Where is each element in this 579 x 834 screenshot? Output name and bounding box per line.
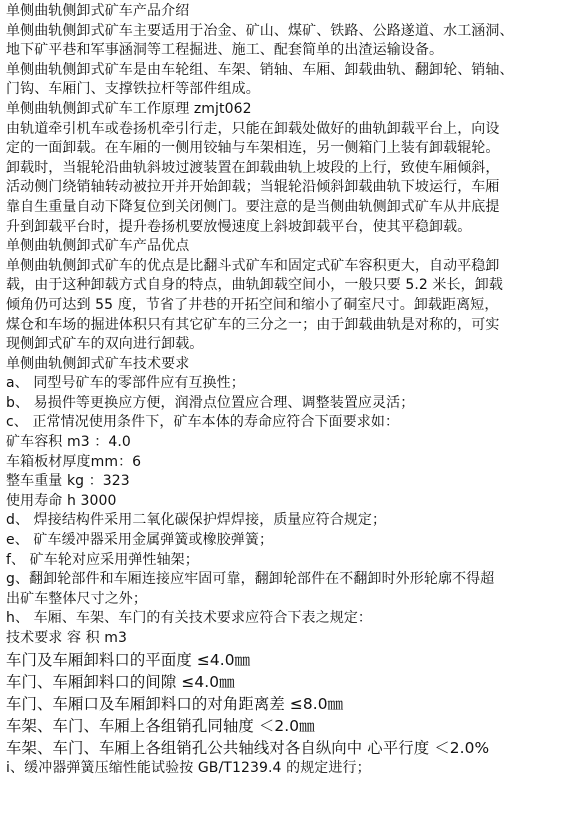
text-line-10: 活动侧门绕销轴转动被拉开并开始卸载；当辊轮沿倾斜卸载曲轨下坡运行，车厢 — [6, 179, 500, 196]
text-line-3: 地下矿平巷和军事涵洞等工程掘进、施工、配套简单的出渣运输设备。 — [6, 42, 444, 59]
text-line-18: 现侧卸式矿车的双向进行卸载。 — [6, 336, 204, 353]
text-line-24: 车箱板材厚度mm：6 — [6, 453, 142, 470]
text-line-11: 靠自生重量自动下降复位到关闭侧门。要注意的是当侧曲轨侧卸式矿车从井底提 — [6, 198, 500, 215]
text-line-35: 车门、车厢卸料口的间隙 ≤4.0㎜ — [6, 672, 235, 691]
text-line-21: b、 易损件等更换应方便，润滑点位置应合理、调整装置应灵活； — [6, 394, 415, 411]
text-line-2: 单侧曲轨侧卸式矿车主要适用于冶金、矿山、煤矿、铁路、公路遂道、水工涵洞、 — [6, 22, 514, 39]
text-line-37: 车架、车门、车厢上各组销孔同轴度 ＜2.0㎜ — [6, 716, 315, 735]
text-line-15: 载，由于这种卸载方式自身的特点，曲轨卸载空间小，一般只要 5.2 米长，卸载 — [6, 277, 503, 294]
text-line-16: 倾角仍可达到 55 度，节省了井巷的开拓空间和缩小了硐室尺寸。卸载距离短， — [6, 296, 499, 313]
text-line-38: 车架、车门、车厢上各组销孔公共轴线对各自纵向中 心平行度 ＜2.0% — [6, 738, 490, 757]
text-line-29: f、 矿车轮对应采用弹性轴架； — [6, 551, 199, 568]
text-line-30: g、翻卸轮部件和车厢连接应牢固可靠，翻卸轮部件在不翻卸时外形轮廓不得超 — [6, 571, 495, 588]
text-line-9: 卸载时，当辊轮沿曲轨斜坡过渡装置在卸载曲轨上坡段的上行，致使车厢倾斜， — [6, 159, 500, 176]
text-line-31: 出矿车整体尺寸之外； — [6, 590, 147, 607]
text-line-7: 由轨道牵引机车或卷扬机牵引行走，只能在卸载处做好的曲轨卸载平台上，向设 — [6, 120, 500, 137]
text-line-4: 单侧曲轨侧卸式矿车是由车轮组、车架、销轴、车厢、卸载曲轨、翻卸轮、销轴、 — [6, 61, 514, 78]
text-line-5: 门钩、车厢门、支撑铁拉杆等部件组成。 — [6, 81, 260, 98]
document-body — [6, 2, 574, 778]
text-line-27: d、 焊接结构件采用二氧化碳保护焊焊接，质量应符合规定； — [6, 512, 387, 529]
text-line-22: c、 正常情况使用条件下，矿车本体的寿命应符合下面要求如： — [6, 414, 400, 431]
text-line-20: a、 同型号矿车的零部件应有互换性； — [6, 375, 245, 392]
text-line-12: 升到卸载平台时，提升卷扬机要放慢速度上斜坡卸载平台，使其平稳卸载。 — [6, 218, 472, 235]
text-line-28: e、 矿车缓冲器采用金属弹簧或橡胶弹簧； — [6, 532, 274, 549]
text-line-1: 单侧曲轨侧卸式矿车产品介绍 — [6, 3, 190, 19]
text-line-23: 矿车容积 m3 ：4.0 — [6, 434, 131, 451]
text-line-39: i、缓冲器弹簧压缩性能试验按 GB/T1239.4 的规定进行； — [6, 759, 371, 776]
text-line-14: 单侧曲轨侧卸式矿车的优点是比翻斗式矿车和固定式矿车容积更大，自动平稳卸 — [6, 257, 500, 274]
text-line-13: 单侧曲轨侧卸式矿车产品优点 — [6, 238, 190, 255]
text-line-32: h、 车厢、车架、车门的有关技术要求应符合下表之规定： — [6, 610, 373, 627]
text-line-17: 煤仓和车场的掘进体积只有其它矿车的三分之一；由于卸载曲轨是对称的，可实 — [6, 316, 500, 333]
text-line-26: 使用寿命 h 3000 — [6, 492, 117, 509]
text-line-6: 单侧曲轨侧卸式矿车工作原理 zmjt062 — [6, 100, 252, 117]
text-line-34: 车门及车厢卸料口的平面度 ≤4.0㎜ — [6, 650, 251, 669]
text-line-33: 技术要求 容 积 m3 — [6, 630, 127, 646]
text-line-8: 定的一面卸载。在车厢的一侧用铰轴与车架相连，另一侧箱门上装有卸载辊轮。 — [6, 140, 500, 157]
text-line-36: 车门、车厢口及车厢卸料口的对角距离差 ≤8.0㎜ — [6, 694, 344, 713]
text-line-19: 单侧曲轨侧卸式矿车技术要求 — [6, 355, 190, 372]
text-line-25: 整车重量 kg ：323 — [6, 473, 130, 490]
